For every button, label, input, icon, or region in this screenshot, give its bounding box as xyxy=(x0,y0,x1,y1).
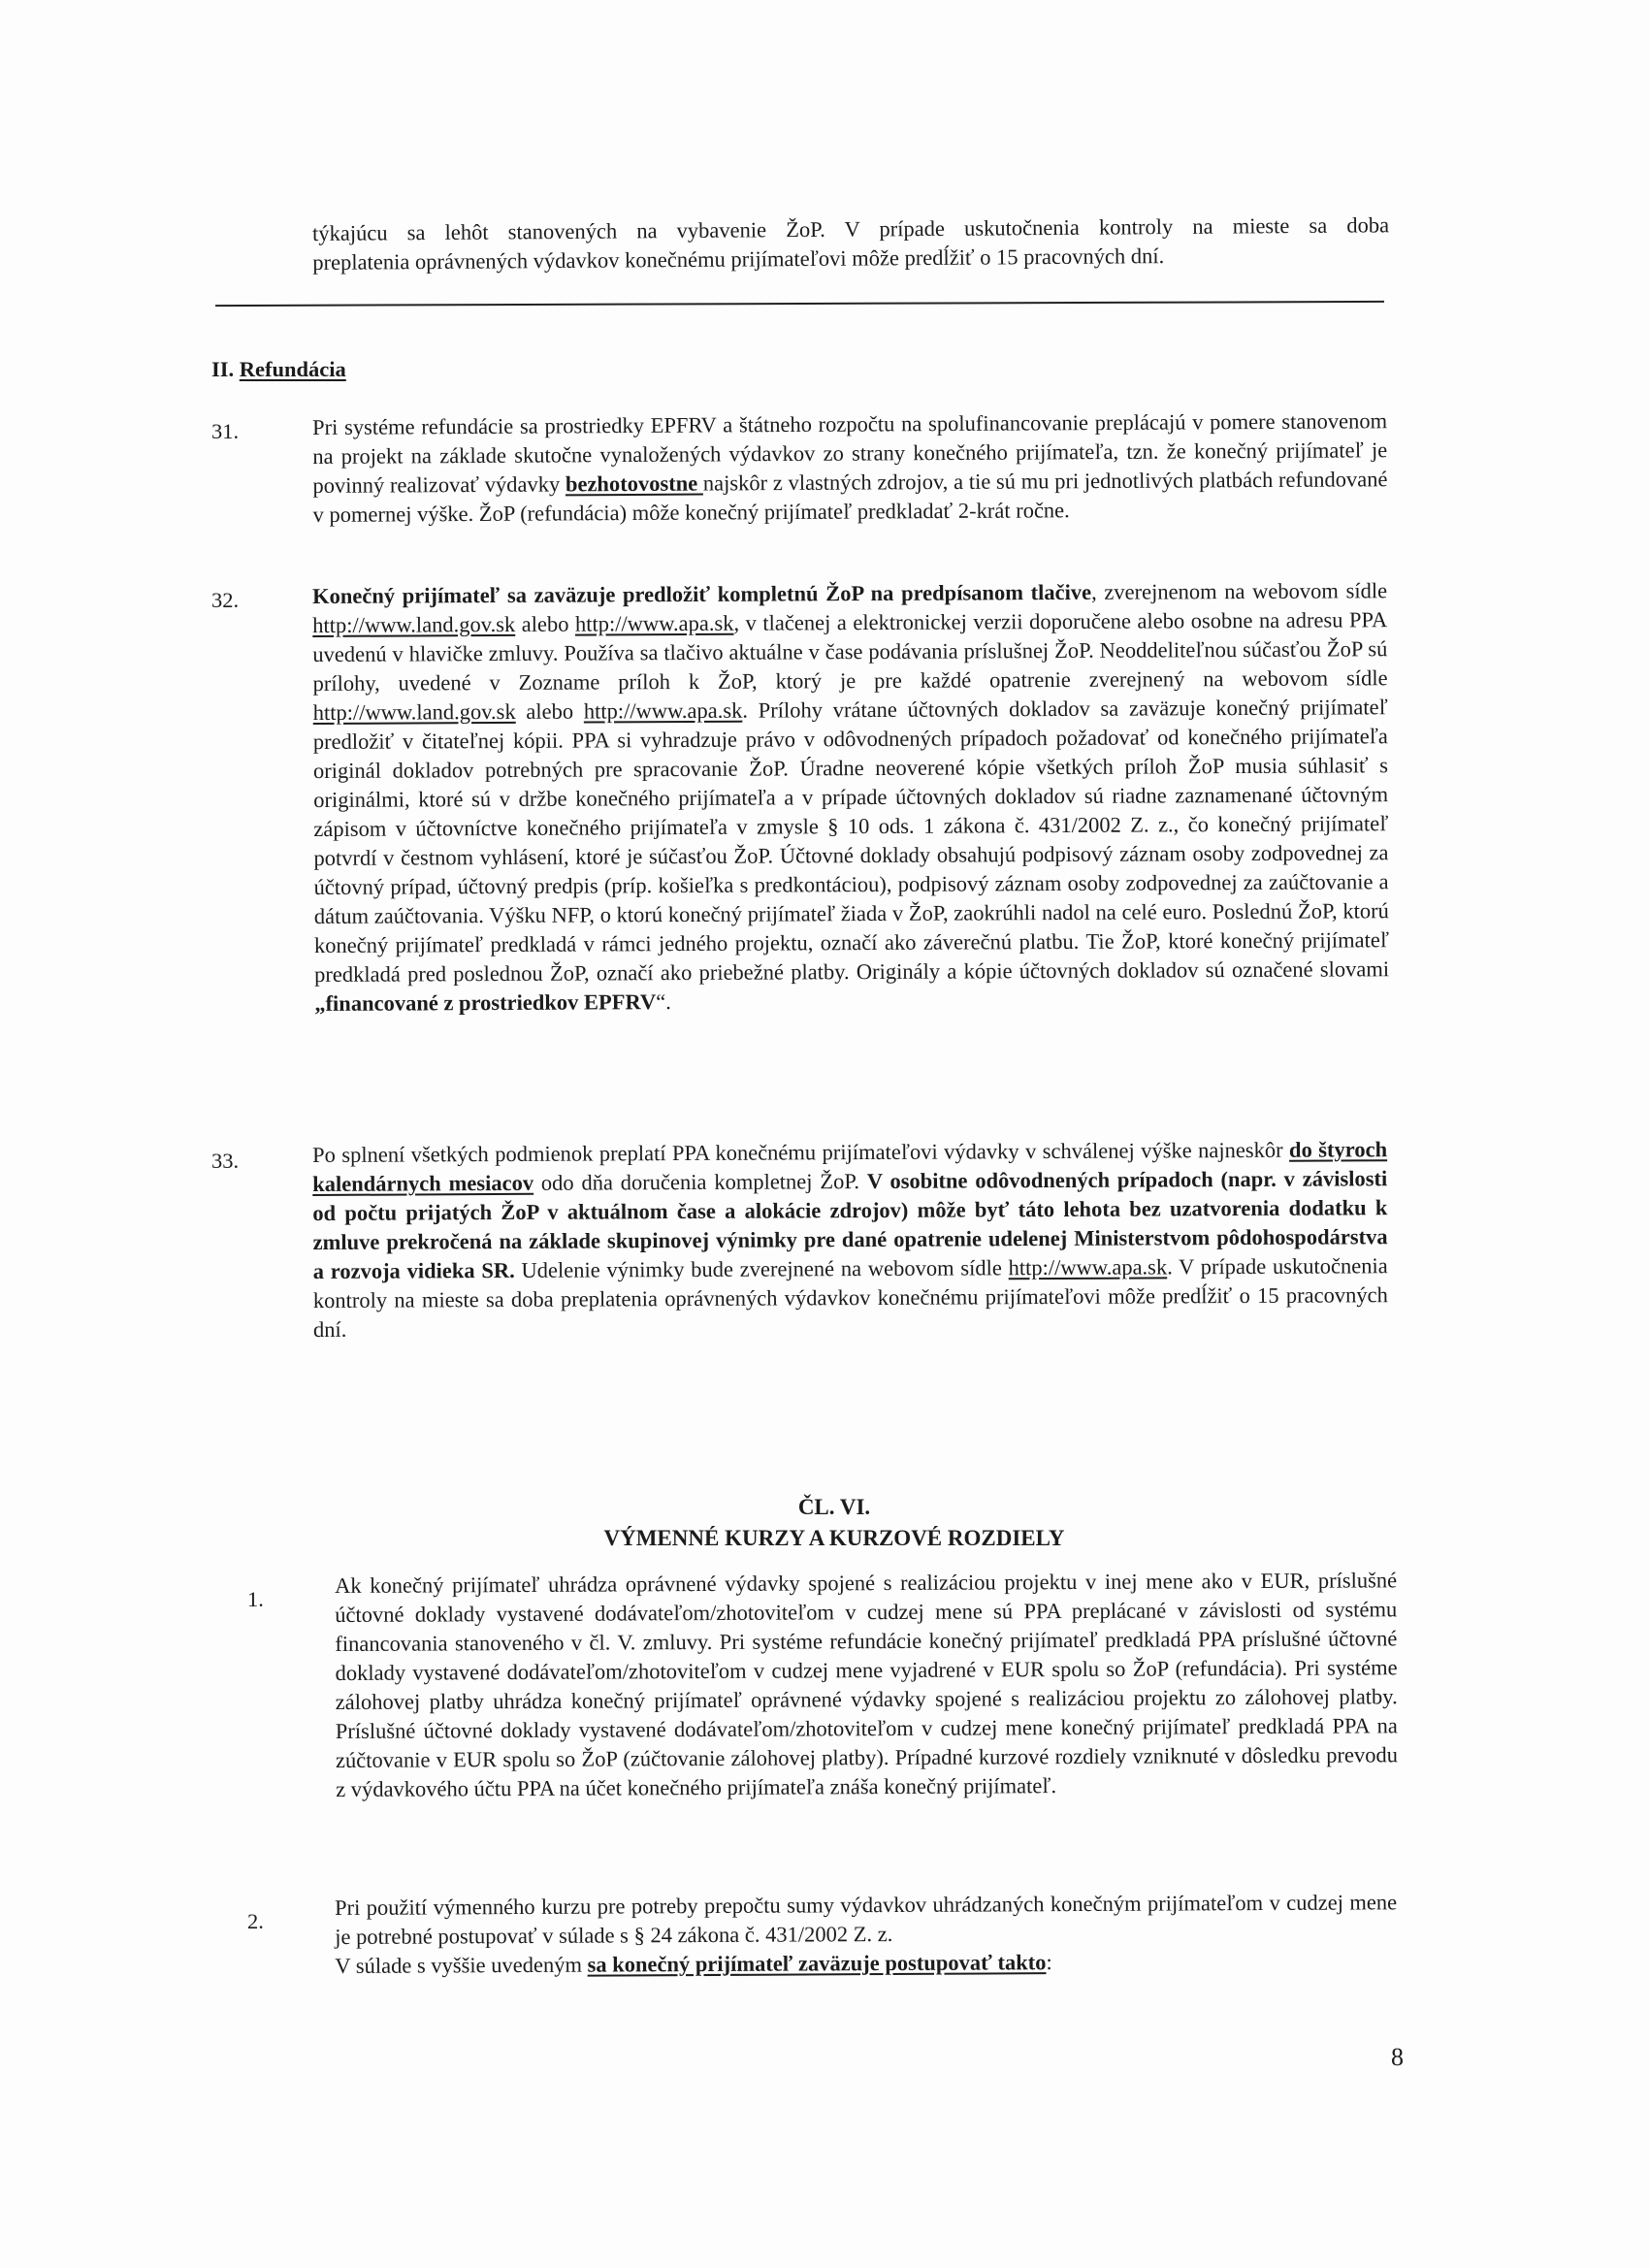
paragraph-32-text-2: alebo xyxy=(515,611,576,636)
intro-line-2: preplatenia oprávnených výdavkov konečnému prijímateľovi môže predĺžiť o 15 pracovných dní. xyxy=(312,243,1165,275)
link-land-gov-2[interactable]: http://www.land.gov.sk xyxy=(312,698,516,725)
paragraph-31-emphasis: bezhotovostne xyxy=(565,470,703,497)
paragraph-33-bold: V osobitne odôvodnených prípadoch (napr. v závislosti od počtu prijatých ŽoP v aktuálnom čase a alokácie zdrojov) môže byť táto lehota bez uzatvorenia dodatku k zmluve prekročená na základe skupinovej výnimky pre dané opatrenie udelenej Ministerstvom pôdohospodárstva a rozvoja vidieka SR. xyxy=(312,1166,1388,1283)
paragraph-33-text-4: . V prípade uskutočnenia kontroly na mieste sa doba preplatenia oprávnených výdavkov konečnému prijímateľovi môže predĺžiť o 15 pracovných dní. xyxy=(312,1253,1388,1342)
paragraph-31-text-1: Pri systéme refundácie sa prostriedky EPFRV a štátneho rozpočtu na spolufinancovanie preplácajú v pomere stanovenom na projekt na základe skutočne vynaložených výdavkov zo strany konečného prijímateľa, tzn. že konečný prijímateľ je povinný realizovať výdavky xyxy=(312,408,1388,498)
section-number: II. xyxy=(211,357,235,381)
article-item-2-lead: V súlade s vyššie uvedeným xyxy=(335,1952,588,1978)
paragraph-32-bold-tail: „financované z prostriedkov EPFRV xyxy=(314,989,657,1016)
article-item-2-emphasis: sa konečný prijímateľ zaväzuje postupovať takto xyxy=(587,1950,1047,1977)
link-apa-2[interactable]: http://www.apa.sk xyxy=(583,697,743,724)
paragraph-31-text-2: najskôr z vlastných zdrojov, a tie sú mu pri jednotlivých platbách refundované v pomernej výške. ŽoP (refundácia) môže konečný prijímateľ predkladať 2-krát ročne. xyxy=(312,467,1388,527)
article-item-number-2: 2. xyxy=(247,1909,264,1933)
paragraph-32-text-5: . Prílohy vrátane účtovných dokladov sa zaväzuje konečný prijímateľ predložiť v čitateľnej kópii. PPA si vyhradzuje právo v odôvodnených prípadoch požadovať od konečného prijímateľa originál dokladov potrebných pre spracovanie ŽoP. Úradne neoverené kópie všetkých príloh ŽoP musia súhlasiť s originálmi, ktoré sú v držbe konečného prijímateľa a v prípade účtovných dokladov sú riadne zaznamenané účtovným zápisom v účtovníctve konečného prijímateľa v zmysle § 10 ods. 1 zákona č. 431/2002 Z. z., čo konečný prijímateľ potvrdí v čestnom vyhlásení, ktoré je súčasťou ŽoP. Účtovné doklady obsahujú podpisový záznam osoby zodpovednej za účtovný prípad, účtovný predpis (príp. košieľka s predkontáciou), podpisový záznam osoby zodpovednej za zaúčtovanie a dátum zaúčtovania. Výšku NFP, o ktorú konečný prijímateľ žiada v ŽoP, zaokrúhli nadol na celé euro. Poslednú ŽoP, ktorú konečný prijímateľ predkladá v rámci jedného projektu, označí ako záverečnú platbu. Tie ŽoP, ktoré konečný prijímateľ predkladá pred poslednou ŽoP, označí ako priebežné platby. Originály a kópie účtovných dokladov sú označené slovami xyxy=(312,695,1390,987)
link-land-gov-1[interactable]: http://www.land.gov.sk xyxy=(312,611,516,637)
article-item-1-text: Ak konečný prijímateľ uhrádza oprávnené výdavky spojené s realizáciou projektu v inej mene ako v EUR, príslušné účtovné doklady vystavené dodávateľom/zhotoviteľom v cudzej mene sú PPA preplácané v závislosti od systému financovania stanoveného v čl. V. zmluvy. Pri systéme refundácie konečný prijímateľ predkladá PPA príslušné účtovné doklady vystavené dodávateľom/zhotoviteľom v cudzej mene vyjadrené v EUR spolu so ŽoP (refundácia). Pri systéme zálohovej platby uhrádza konečný prijímateľ oprávnené výdavky spojené s realizáciou projektu zo zálohovej platby. Príslušné účtovné doklady vystavené dodávateľom/zhotoviteľom v cudzej mene konečný prijímateľ predkladá PPA na zúčtovanie v EUR spolu so ŽoP (zúčtovanie zálohovej platby). Prípadné kurzové rozdiely vzniknuté v dôsledku prevodu z výdavkového účtu PPA na účet konečného prijímateľa znáša konečný prijímateľ. xyxy=(335,1568,1399,1801)
page-number: 8 xyxy=(1391,2043,1404,2071)
intro-paragraph xyxy=(312,211,1389,277)
paragraph-32-bold-lead: Konečný prijímateľ sa zaväzuje predložiť kompletnú ŽoP na predpísanom tlačive xyxy=(312,579,1092,608)
paragraph-number-32: 32. xyxy=(211,588,240,612)
intro-line-1: týkajúcu sa lehôt stanovených na vybavenie ŽoP. V prípade uskutočnenia kontroly na mieste sa doba xyxy=(312,212,1390,245)
paragraph-number-33: 33. xyxy=(211,1149,240,1173)
link-apa-1[interactable]: http://www.apa.sk xyxy=(574,610,734,636)
section-title: Refundácia xyxy=(239,357,346,381)
paragraph-number-31: 31. xyxy=(211,419,240,443)
paragraph-32 xyxy=(312,576,1389,1019)
article-title: VÝMENNÉ KURZY A KURZOVÉ ROZDIELY xyxy=(603,1526,1065,1550)
section-divider xyxy=(215,301,1384,307)
paragraph-31 xyxy=(312,406,1388,530)
section-heading xyxy=(211,357,346,382)
paragraph-33 xyxy=(312,1135,1388,1345)
article-item-1 xyxy=(335,1566,1398,1804)
article-item-2-line-2 xyxy=(335,1946,1397,1981)
article-number: ČL. VI. xyxy=(797,1495,871,1519)
paragraph-33-deadline: do štyroch kalendárnych mesiacov xyxy=(312,1137,1388,1196)
paragraph-33-text-3: Udelenie výnimky bude zverejnené na webovom sídle xyxy=(514,1255,1009,1282)
paragraph-33-text-2: odo dňa doručenia kompletnej ŽoP. xyxy=(533,1169,867,1195)
paragraph-32-text-4: alebo xyxy=(515,698,584,724)
article-item-2-text: Pri použití výmenného kurzu pre potreby prepočtu sumy výdavkov uhrádzaných konečným prijímateľom v cudzej mene je potrebné postupovať v súlade s § 24 zákona č. 431/2002 Z. z. xyxy=(335,1890,1398,1949)
paragraph-32-text-3: , v tlačenej a elektronickej verzii doporučene alebo osobne na adresu PPA uvedenú v hlavičke zmluvy. Používa sa tlačivo aktuálne v čase podávania príslušnej ŽoP. Neoddeliteľnou súčasťou ŽoP sú prílohy, uvedené v Zozname príloh k ŽoP, ktorý je pre každé opatrenie zverejnený na webovom sídle xyxy=(312,607,1388,696)
article-item-2 xyxy=(335,1888,1397,1981)
article-item-number-1: 1. xyxy=(247,1587,264,1611)
paragraph-32-text-6: “. xyxy=(656,989,671,1015)
paragraph-33-text-1: Po splnení všetkých podmienok preplatí PPA konečnému prijímateľovi výdavky v schválenej výške najneskôr xyxy=(312,1137,1290,1167)
article-item-2-colon: : xyxy=(1046,1950,1052,1975)
paragraph-32-text-1: , zverejnenom na webovom sídle xyxy=(1090,578,1388,604)
link-apa-3[interactable]: http://www.apa.sk xyxy=(1008,1254,1168,1280)
